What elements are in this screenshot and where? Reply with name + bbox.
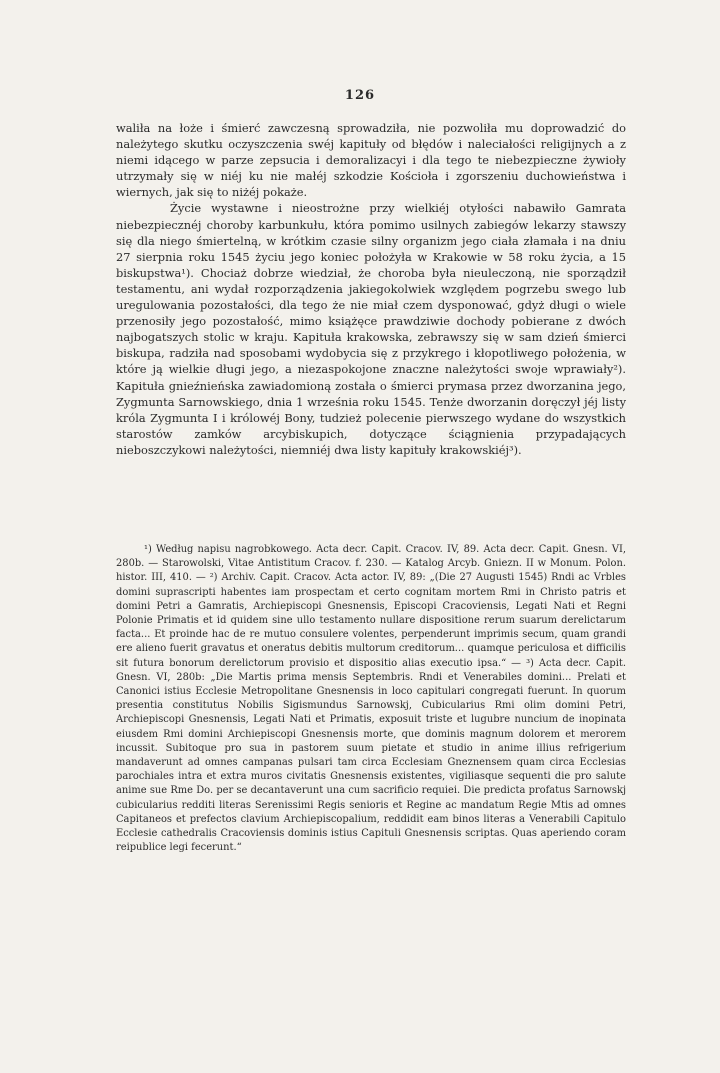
footnote-text: ¹) Według napisu nagrobkowego. Acta decr. Capit. Cracov. IV, 89. Acta decr. Capit. Gnesn. VI, 280b. — Starowolski, Vitae Antistitum Cracov. f. 230. — Katalog Arcyb. Gniezn. II w Monum. Polon. histor. III, 410. — ²) Archiv. Capit. Cracov. Acta actor. IV, 89: „(Die 27 Augusti 1545) Rndi ac Vrbles domini suprascripti habentes iam prospectam et certo cognitam mortem Rmi in Christo patris et domini Petri a Gamratis, Archiepiscopi Gnesnensis, Episcopi Cracoviensis, Legati Nati et Regni Polonie Primatis et id quidem sine ullo testamento nullare dispositione rerum suarum derelictarum facta... Et proinde hac de re mutuo consulere volentes, perpenderunt imprimis secum, quam grandi ere alieno fuerit gravatus et oneratus debitis multorum creditorum... quamque periculosa et difficilis sit futura bonorum derelictorum provisio et dispositio alias executio ipsa.“ — ³) Acta decr. Capit. Gnesn. VI, 280b: „Die Martis prima mensis Septembris. Rndi et Venerabiles domini... Prelati et Canonici istius Ecclesie Metropolitane Gnesnensis in loco capitulari congregati fuerunt. In quorum presentia constitutus Nobilis Sigismundus Sarnowskj, Cubicularius Rmi olim domini Petri, Archiepiscopi Gnesnensis, Legati Nati et Primatis, exposuit triste et lugubre nuncium de inopinata eiusdem Rmi domini Archiepiscopi Gnesnensis morte, que dominis magnum dolorem et merorem incussit. Subitoque pro sua in pastorem suum pietate et studio in anime illius refrigerium mandaverunt ad omnes campanas pulsari tam circa Ecclesiam Gneznensem quam circa Ecclesias parochiales intra et extra muros civitatis Gnesnensis existentes, vigiliasque sequenti die pro salute anime sue Rme Do. per se decantaverunt una cum sacrificio requiei. Die predicta profatus Sarnowskj cubicularius redditi literas Serenissimi Regis senioris et Regine ac mandatum Regie Mtis ad omnes Capitaneos et prefectos clavium Archiepiscopalium, reddidit eam binos literas a Venerabili Capitulo Ecclesie cathedralis Cracoviensis dominis istius Capituli Gnesnensis scriptas. Quas aperiendo coram reipublice legi fecerunt.“ <box>116 544 626 854</box>
main-text <box>116 120 626 458</box>
paragraph-2: Życie wystawne i nieostrożne przy wielkiéj otyłości nabawiło Gamrata niebezpiecznéj choroby karbunkułu, która pomimo usilnych zabiegów lekarzy stawszy się dla niego śmiertelną, w krótkim czasie silny organizm jego ciała złamała i na dniu 27 sierpnia roku 1545 życiu jego koniec położyła w Krakowie w 58 roku życia, a 15 biskupstwa¹). Chociaż dobrze wiedział, że choroba była nieuleczoną, nie sporządził testamentu, ani wydał rozporządzenia jakiegokolwiek względem pogrzebu swego lub uregulowania pozostałości, dla tego że nie miał czem dysponować, gdyż długi o wiele przenosiły jego pozostałość, mimo książęce prawdziwie dochody pobierane z dwóch najbogatszych stolic w kraju. Kapituła krakowska, zebrawszy się w sam dzień śmierci biskupa, radziła nad sposobami wydobycia się z przykrego i kłopotliwego położenia, w które ją wielkie długi jego, a niezaspokojone znaczne należytości swoje wprawiały²). Kapituła gnieźnieńska zawiadomioną została o śmierci prymasa przez dworzanina jego, Zygmunta Sarnowskiego, dnia 1 września roku 1545. Tenże dworzanin doręczył jéj listy króla Zygmunta I i królowéj Bony, tudzież polecenie pierwszego wydane do wszystkich starostów zamków arcybiskupich, dotyczące ściągnienia przypadających nieboszczykowi należytości, niemniéj dwa listy kapituły krakowskiéj³). <box>116 201 626 457</box>
page-number: 126 <box>344 88 376 103</box>
paragraph-1: waliła na łoże i śmierć zawczesną sprowadziła, nie pozwoliła mu doprowadzić do należytego skutku oczyszczenia swéj kapituły od błędów i naleciałości religijnych a z niemi idącego w parze zepsucia i demoralizacyi i dla tego te niebezpieczne żywioły utrzymały się w niéj ku nie małéj szkodzie Kościoła i zgorszeniu duchowieństwa i wiernych, jak się to niżéj pokaże. <box>116 121 626 200</box>
footnotes <box>116 543 626 855</box>
